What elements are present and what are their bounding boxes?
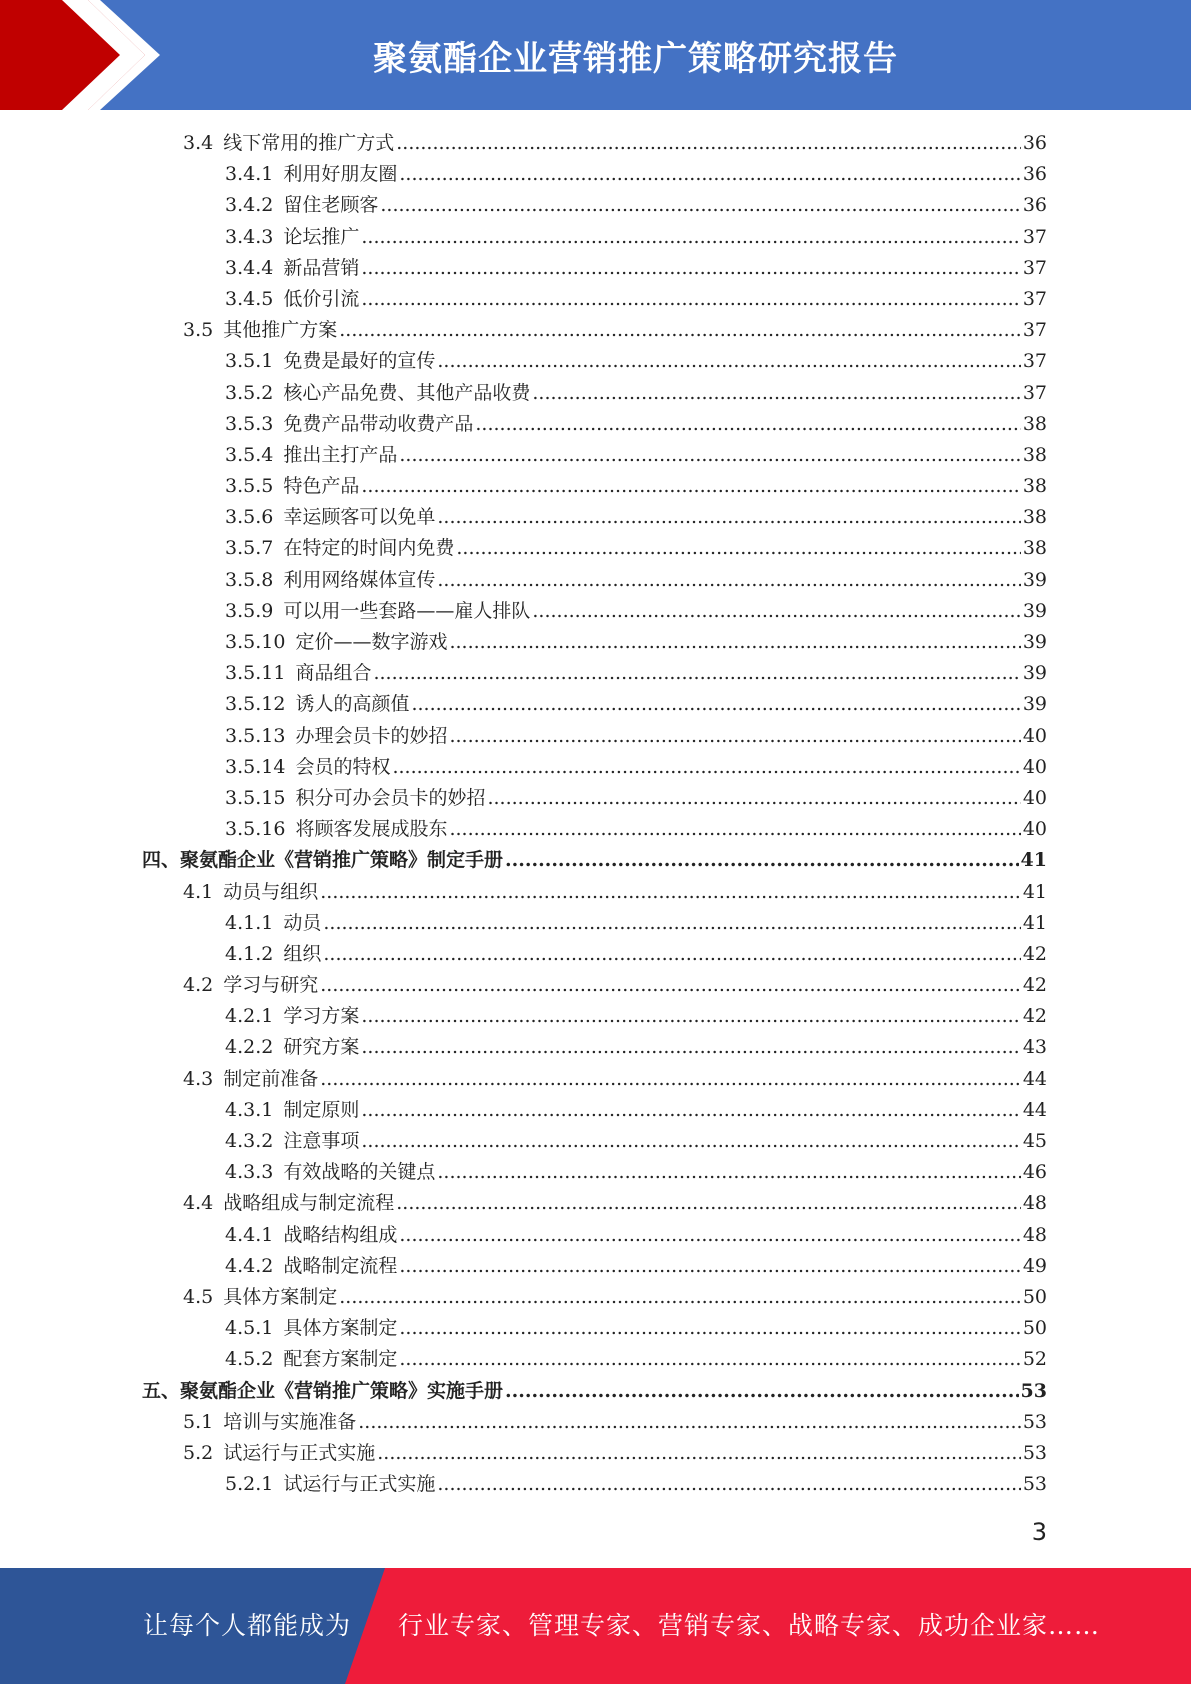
toc-entry-page: 39 — [1022, 631, 1047, 653]
toc-dot-leader — [487, 783, 1020, 814]
toc-entry-number: 4.3 — [183, 1067, 214, 1090]
toc-entry-title: 有效战略的关键点 — [283, 1161, 436, 1184]
toc-entry-title: 研究方案 — [283, 1036, 360, 1059]
toc-entry-page: 40 — [1022, 755, 1047, 778]
toc-entry-number: 3.5.15 — [225, 786, 286, 809]
toc-entry-number: 3.5.10 — [225, 631, 286, 653]
toc-entry-number: 3.5.7 — [225, 537, 274, 560]
toc-entry-number: 3.4.4 — [225, 256, 274, 279]
toc-entry-number: 3.5.16 — [225, 818, 286, 841]
toc-entry-number: 3.5.6 — [225, 506, 274, 529]
toc-dot-leader — [323, 908, 1020, 939]
toc-entry-number: 3.4 — [183, 132, 214, 154]
toc-entry[interactable] — [0, 1220, 1191, 1251]
page-header — [0, 0, 1191, 110]
toc-entry[interactable] — [0, 346, 1191, 377]
toc-entry-page: 52 — [1022, 1348, 1047, 1371]
toc-dot-leader — [361, 253, 1020, 284]
toc-entry-page: 42 — [1022, 942, 1047, 965]
toc-dot-leader — [396, 1188, 1021, 1219]
toc-entry-title: 论坛推广 — [283, 225, 360, 248]
page-number: 3 — [1031, 1518, 1047, 1546]
toc-entry[interactable] — [0, 877, 1191, 908]
toc-entry[interactable] — [0, 1438, 1191, 1469]
toc-entry-page: 37 — [1022, 287, 1047, 310]
toc-dot-leader — [373, 658, 1020, 689]
toc-entry-number: 5.1 — [183, 1410, 214, 1433]
toc-entry[interactable] — [0, 908, 1191, 939]
toc-dot-leader — [361, 471, 1020, 502]
toc-dot-leader — [377, 1438, 1021, 1469]
toc-entry-page: 53 — [1020, 1379, 1047, 1402]
toc-entry[interactable] — [0, 1344, 1191, 1375]
toc-dot-leader — [361, 1001, 1020, 1032]
toc-entry[interactable] — [0, 409, 1191, 440]
toc-entry[interactable] — [0, 939, 1191, 970]
toc-entry-title: 组织 — [283, 942, 322, 965]
toc-entry[interactable] — [0, 1376, 1191, 1407]
toc-entry-number: 3.5.4 — [225, 443, 274, 466]
toc-entry-page: 40 — [1022, 786, 1047, 809]
toc-entry[interactable] — [0, 1064, 1191, 1095]
toc-entry-number: 3.4.5 — [225, 287, 274, 310]
toc-dot-leader — [380, 190, 1020, 221]
toc-entry-page: 41 — [1020, 849, 1047, 872]
toc-entry-number: 4.2.2 — [225, 1036, 274, 1059]
toc-entry-number: 3.5.13 — [225, 724, 286, 747]
toc-dot-leader — [399, 1251, 1020, 1282]
toc-entry-page: 37 — [1022, 319, 1047, 342]
toc-dot-leader — [437, 502, 1020, 533]
toc-dot-leader — [396, 128, 1021, 159]
toc-entry-number: 3.4.1 — [225, 163, 274, 186]
toc-entry-number: 4.1.2 — [225, 942, 274, 965]
toc-entry-title: 核心产品免费、其他产品收费 — [283, 381, 531, 404]
toc-entry[interactable] — [0, 440, 1191, 471]
toc-entry[interactable] — [0, 814, 1191, 845]
toc-entry-title: 学习方案 — [283, 1005, 360, 1028]
toc-entry-title: 在特定的时间内免费 — [283, 537, 455, 560]
toc-entry[interactable] — [0, 721, 1191, 752]
toc-entry-title: 免费是最好的宣传 — [283, 350, 436, 373]
toc-entry-page: 37 — [1022, 256, 1047, 279]
toc-dot-leader — [532, 378, 1020, 409]
toc-entry-page: 38 — [1022, 537, 1047, 560]
toc-entry[interactable] — [0, 1282, 1191, 1313]
toc-entry-title: 学习与研究 — [223, 974, 319, 997]
toc-dot-leader — [320, 1064, 1021, 1095]
toc-dot-leader — [437, 1469, 1020, 1500]
toc-entry-number: 4.5 — [183, 1285, 214, 1308]
toc-entry-page: 41 — [1022, 880, 1047, 903]
toc-entry[interactable] — [0, 689, 1191, 720]
toc-entry-title: 留住老顾客 — [283, 194, 379, 217]
toc-entry-page: 37 — [1022, 350, 1047, 373]
toc-entry-title: 利用网络媒体宣传 — [283, 568, 436, 591]
toc-entry-title: 战略制定流程 — [283, 1254, 398, 1277]
toc-entry-number: 5.2 — [183, 1441, 214, 1464]
footer-slogan: 让每个人都能成为 — [143, 1611, 352, 1640]
toc-entry-title: 办理会员卡的妙招 — [295, 724, 448, 747]
toc-entry[interactable] — [0, 1095, 1191, 1126]
toc-entry-number: 4.4.1 — [225, 1223, 274, 1246]
toc-entry[interactable] — [0, 1126, 1191, 1157]
toc-dot-leader — [392, 752, 1020, 783]
toc-entry-title: 推出主打产品 — [283, 443, 398, 466]
toc-entry-title: 战略结构组成 — [283, 1223, 398, 1246]
toc-entry-title: 其他推广方案 — [223, 319, 338, 342]
toc-dot-leader — [532, 596, 1020, 627]
toc-entry[interactable] — [0, 596, 1191, 627]
toc-dot-leader — [411, 689, 1020, 720]
toc-entry-page: 37 — [1022, 225, 1047, 248]
toc-dot-leader — [505, 845, 1019, 876]
toc-entry-title: 动员与组织 — [223, 880, 319, 903]
toc-dot-leader — [505, 1376, 1019, 1407]
toc-entry-title: 试运行与正式实施 — [223, 1441, 376, 1464]
toc-entry[interactable] — [0, 970, 1191, 1001]
toc-entry[interactable] — [0, 783, 1191, 814]
toc-entry-title: 战略组成与制定流程 — [223, 1192, 395, 1215]
toc-entry-number: 3.4.2 — [225, 194, 274, 217]
toc-entry-page: 48 — [1022, 1223, 1047, 1246]
toc-entry-page: 41 — [1022, 911, 1047, 934]
toc-entry-title: 四、聚氨酯企业《营销推广策略》制定手册 — [142, 849, 504, 872]
toc-entry-title: 新品营销 — [283, 256, 360, 279]
toc-entry-page: 39 — [1022, 662, 1047, 685]
toc-entry-number: 4.4.2 — [225, 1254, 274, 1277]
toc-dot-leader — [399, 159, 1020, 190]
toc-dot-leader — [437, 565, 1020, 596]
toc-entry-page: 38 — [1022, 412, 1047, 435]
toc-entry-title: 线下常用的推广方式 — [223, 132, 395, 154]
toc-dot-leader — [361, 1032, 1020, 1063]
toc-entry-number: 4.5.2 — [225, 1348, 274, 1371]
toc-entry-number: 3.5.9 — [225, 599, 274, 622]
toc-entry[interactable] — [0, 253, 1191, 284]
toc-entry-page: 44 — [1022, 1067, 1047, 1090]
toc-entry-number: 3.5.1 — [225, 350, 274, 373]
toc-entry-page: 48 — [1022, 1192, 1047, 1215]
toc-dot-leader — [339, 1282, 1021, 1313]
toc-entry[interactable] — [0, 1157, 1191, 1188]
toc-entry-title: 诱人的高颜值 — [295, 693, 410, 716]
toc-entry-title: 五、聚氨酯企业《营销推广策略》实施手册 — [142, 1379, 504, 1402]
toc-dot-leader — [361, 1095, 1020, 1126]
toc-entry[interactable] — [0, 190, 1191, 221]
toc-dot-leader — [456, 533, 1020, 564]
toc-entry-number: 3.5.12 — [225, 693, 286, 716]
toc-entry[interactable] — [0, 658, 1191, 689]
toc-dot-leader — [320, 877, 1021, 908]
toc-entry[interactable] — [0, 1251, 1191, 1282]
toc-entry[interactable] — [0, 1188, 1191, 1219]
toc-entry-number: 3.4.3 — [225, 225, 274, 248]
document-title: 聚氨酯企业营销推广策略研究报告 — [373, 38, 898, 79]
toc-dot-leader — [475, 409, 1020, 440]
toc-entry-page: 40 — [1022, 818, 1047, 841]
toc-entry-title: 制定前准备 — [223, 1067, 319, 1090]
toc-dot-leader — [437, 346, 1020, 377]
toc-entry-page: 43 — [1022, 1036, 1047, 1059]
toc-dot-leader — [361, 284, 1020, 315]
toc-dot-leader — [399, 1220, 1020, 1251]
toc-entry-number: 4.1 — [183, 880, 214, 903]
toc-entry-title: 将顾客发展成股东 — [295, 818, 448, 841]
toc-dot-leader — [361, 1126, 1020, 1157]
toc-entry-number: 3.5.3 — [225, 412, 274, 435]
toc-entry-page: 53 — [1022, 1473, 1047, 1496]
toc-dot-leader — [399, 440, 1020, 471]
toc-entry-page: 36 — [1022, 194, 1047, 217]
toc-dot-leader — [358, 1407, 1021, 1438]
toc-entry-page: 38 — [1022, 475, 1047, 498]
toc-entry-number: 4.1.1 — [225, 911, 274, 934]
toc-entry-page: 49 — [1022, 1254, 1047, 1277]
toc-entry-title: 可以用一些套路——雇人排队 — [283, 599, 531, 622]
toc-entry-number: 4.5.1 — [225, 1317, 274, 1340]
toc-entry-page: 42 — [1022, 1005, 1047, 1028]
toc-entry-page: 45 — [1022, 1130, 1047, 1152]
toc-entry-title: 利用好朋友圈 — [283, 163, 398, 186]
toc-entry-page: 39 — [1022, 693, 1047, 716]
toc-entry[interactable] — [0, 533, 1191, 564]
toc-entry[interactable] — [0, 222, 1191, 253]
toc-entry-page: 37 — [1022, 381, 1047, 404]
toc-entry-number: 4.4 — [183, 1192, 214, 1215]
toc-dot-leader — [399, 1313, 1020, 1344]
toc-entry-title: 定价——数字游戏 — [295, 631, 448, 653]
toc-entry-number: 4.2 — [183, 974, 214, 997]
toc-entry[interactable] — [0, 1032, 1191, 1063]
toc-dot-leader — [437, 1157, 1020, 1188]
toc-entry[interactable] — [0, 1001, 1191, 1032]
toc-entry-title: 商品组合 — [295, 662, 372, 685]
toc-entry[interactable] — [0, 378, 1191, 409]
toc-entry-number: 4.2.1 — [225, 1005, 274, 1028]
toc-entry-page: 46 — [1022, 1161, 1047, 1184]
toc-entry[interactable] — [0, 1313, 1191, 1344]
toc-entry-page: 44 — [1022, 1098, 1047, 1121]
toc-dot-leader — [449, 627, 1020, 658]
toc-entry[interactable] — [0, 471, 1191, 502]
toc-entry[interactable] — [0, 1407, 1191, 1438]
toc-entry-number: 3.5.14 — [225, 755, 286, 778]
toc-entry-page: 50 — [1022, 1285, 1047, 1308]
toc-entry-page: 36 — [1022, 163, 1047, 186]
toc-entry[interactable] — [0, 128, 1191, 159]
toc-entry-title: 具体方案制定 — [283, 1317, 398, 1340]
toc-entry-number: 3.5.8 — [225, 568, 274, 591]
toc-entry-page: 38 — [1022, 506, 1047, 529]
toc-entry-title: 培训与实施准备 — [223, 1410, 357, 1433]
toc-entry[interactable] — [0, 502, 1191, 533]
toc-entry[interactable] — [0, 1469, 1191, 1500]
toc-entry-title: 动员 — [283, 911, 322, 934]
toc-entry[interactable] — [0, 752, 1191, 783]
footer-roles: 行业专家、管理专家、营销专家、战略专家、成功企业家…… — [398, 1611, 1101, 1640]
toc-entry-number: 4.3.1 — [225, 1098, 274, 1121]
toc-entry[interactable] — [0, 159, 1191, 190]
toc-entry-page: 38 — [1022, 443, 1047, 466]
toc-entry[interactable] — [0, 315, 1191, 346]
toc-dot-leader — [320, 970, 1021, 1001]
toc-dot-leader — [361, 222, 1020, 253]
toc-entry-number: 3.5.11 — [225, 662, 286, 685]
toc-entry-title: 制定原则 — [283, 1098, 360, 1121]
toc-entry-page: 42 — [1022, 974, 1047, 997]
toc-entry-title: 配套方案制定 — [283, 1348, 398, 1371]
toc-entry-page: 36 — [1022, 132, 1047, 154]
table-of-contents — [0, 128, 1191, 1500]
toc-entry-title: 具体方案制定 — [223, 1285, 338, 1308]
toc-entry-page: 40 — [1022, 724, 1047, 747]
toc-entry-number: 3.5.5 — [225, 475, 274, 498]
page-footer — [0, 1568, 1191, 1684]
toc-entry-title: 试运行与正式实施 — [283, 1473, 436, 1496]
toc-entry-page: 39 — [1022, 568, 1047, 591]
toc-entry-title: 积分可办会员卡的妙招 — [295, 786, 486, 809]
toc-entry-page: 53 — [1022, 1441, 1047, 1464]
toc-entry-number: 4.3.3 — [225, 1161, 274, 1184]
toc-entry[interactable] — [0, 845, 1191, 876]
toc-entry[interactable] — [0, 565, 1191, 596]
toc-dot-leader — [449, 721, 1020, 752]
toc-entry-title: 会员的特权 — [295, 755, 391, 778]
toc-dot-leader — [339, 315, 1021, 346]
toc-dot-leader — [323, 939, 1020, 970]
toc-entry-number: 3.5.2 — [225, 381, 274, 404]
toc-dot-leader — [399, 1344, 1020, 1375]
toc-entry-page: 50 — [1022, 1317, 1047, 1340]
toc-entry-number: 4.3.2 — [225, 1130, 274, 1152]
toc-entry-number: 5.2.1 — [225, 1473, 274, 1496]
toc-entry-title: 低价引流 — [283, 287, 360, 310]
header-arrow-decoration — [0, 0, 160, 110]
toc-entry-page: 39 — [1022, 599, 1047, 622]
toc-dot-leader — [449, 814, 1020, 845]
toc-entry-title: 幸运顾客可以免单 — [283, 506, 436, 529]
toc-entry-title: 特色产品 — [283, 475, 360, 498]
toc-entry-title: 免费产品带动收费产品 — [283, 412, 474, 435]
toc-entry-title: 注意事项 — [283, 1130, 360, 1152]
toc-entry-page: 53 — [1022, 1410, 1047, 1433]
toc-entry[interactable] — [0, 627, 1191, 658]
toc-entry[interactable] — [0, 284, 1191, 315]
toc-entry-number: 3.5 — [183, 319, 214, 342]
